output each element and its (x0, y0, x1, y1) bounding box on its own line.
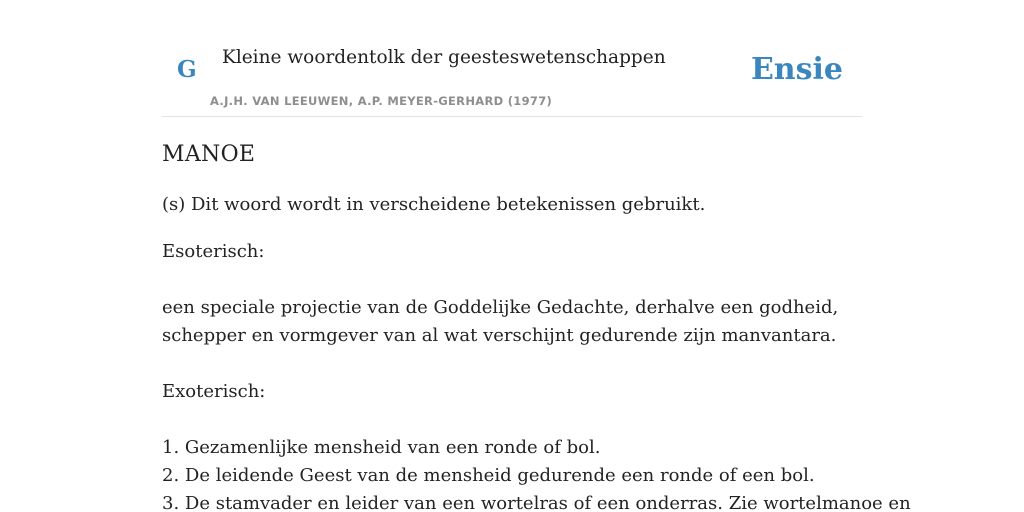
book-title[interactable]: Kleine woordentolk der geesteswetenschappen (222, 47, 666, 68)
ensie-logo[interactable]: Ensie (750, 52, 843, 87)
publication-logo[interactable]: G (177, 56, 197, 83)
list-item: 2. De leidende Geest van de mensheid gedurende een ronde of een bol. (162, 465, 815, 486)
exoteric-label: Exoterisch: (162, 381, 266, 402)
exoteric-definition-list (162, 434, 911, 512)
esoteric-definition: een speciale projectie van de Goddelijke Gedachte, derhalve een godheid, schepper en vormgever van al wat verschijnt gedurende zijn manvantara. (162, 297, 839, 346)
entry-content (162, 138, 911, 512)
list-item: 3. De stamvader en leider van een wortelras of een onderras. Zie wortelmanoe en (162, 493, 911, 512)
entry-title: MANOE (162, 142, 256, 167)
entry-intro: (s) Dit woord wordt in verscheidene betekenissen gebruikt. (162, 194, 706, 215)
esoteric-label: Esoterisch: (162, 241, 265, 262)
book-authors: A.J.H. VAN LEEUWEN, A.P. MEYER-GERHARD (1977) (210, 94, 553, 108)
header (162, 0, 862, 117)
list-item: 1. Gezamenlijke mensheid van een ronde of bol. (162, 437, 601, 458)
